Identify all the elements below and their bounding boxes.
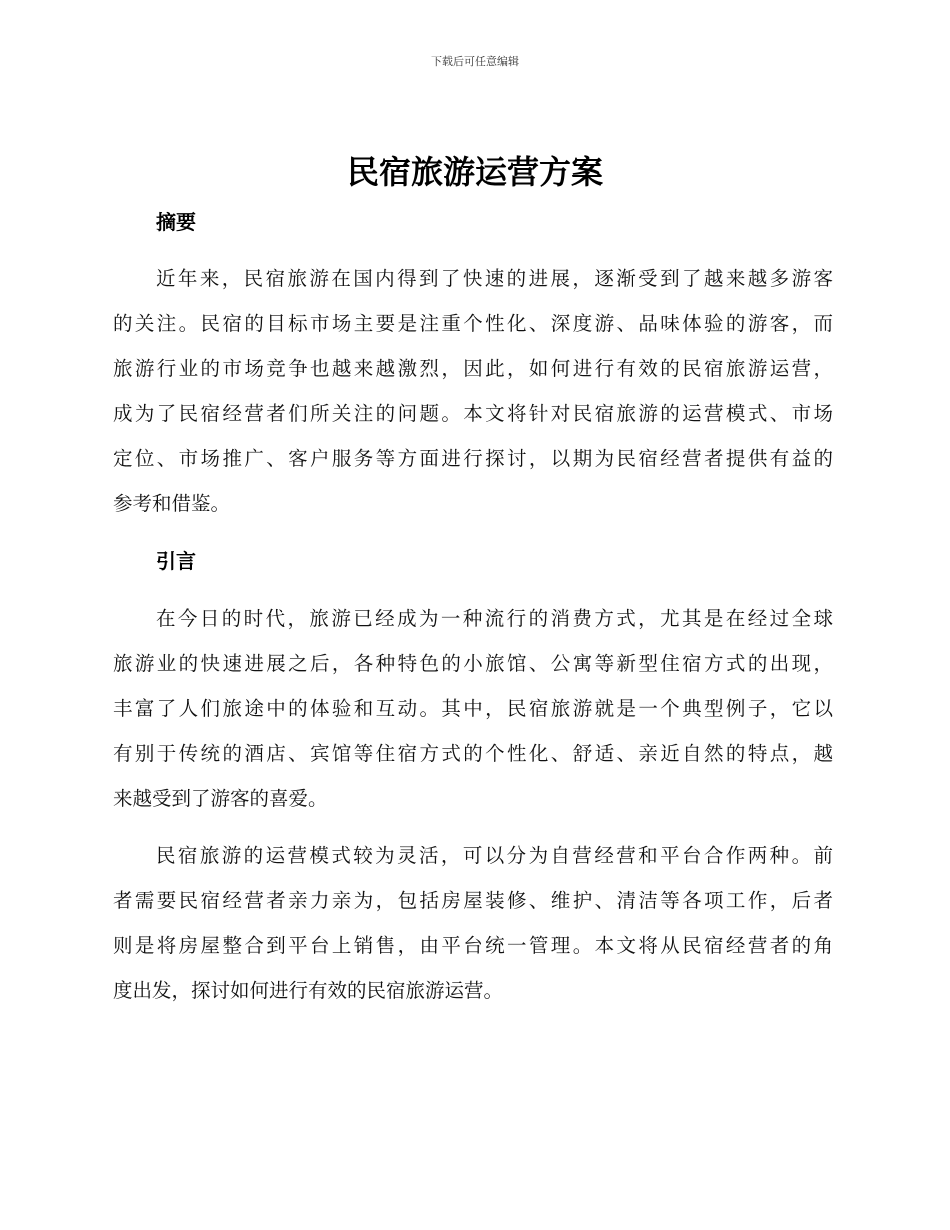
section-heading-introduction: 引言 bbox=[156, 549, 196, 573]
paragraph-line: 有别于传统的酒店、宾馆等住宿方式的个性化、舒适、亲近自然的特点，越 bbox=[113, 742, 833, 765]
paragraph-line: 参考和借鉴。 bbox=[113, 492, 231, 515]
paragraph-line: 者需要民宿经营者亲力亲为，包括房屋装修、维护、清洁等各项工作，后者 bbox=[113, 889, 833, 912]
paragraph-line: 则是将房屋整合到平台上销售，由平台统一管理。本文将从民宿经营者的角 bbox=[113, 934, 833, 957]
paragraph-line: 旅游业的快速进展之后，各种特色的小旅馆、公寓等新型住宿方式的出现， bbox=[113, 652, 833, 675]
introduction-paragraph-2 bbox=[113, 833, 833, 1013]
paragraph-line: 定位、市场推广、客户服务等方面进行探讨，以期为民宿经营者提供有益的 bbox=[113, 447, 833, 470]
introduction-paragraph-1 bbox=[113, 596, 833, 821]
document-title: 民宿旅游运营方案 bbox=[346, 153, 603, 191]
paragraph-line: 丰富了人们旅途中的体验和互动。其中，民宿旅游就是一个典型例子，它以 bbox=[113, 697, 833, 720]
section-heading-abstract: 摘要 bbox=[156, 210, 196, 234]
paragraph-line: 在今日的时代，旅游已经成为一种流行的消费方式，尤其是在经过全球 bbox=[156, 607, 833, 630]
paragraph-line: 民宿旅游的运营模式较为灵活，可以分为自营经营和平台合作两种。前 bbox=[156, 844, 833, 867]
paragraph-line: 的关注。民宿的目标市场主要是注重个性化、深度游、品味体验的游客，而 bbox=[113, 312, 833, 335]
paragraph-line: 来越受到了游客的喜爱。 bbox=[113, 787, 328, 810]
header-note: 下载后可任意编辑 bbox=[431, 55, 519, 68]
abstract-paragraph bbox=[113, 256, 833, 526]
paragraph-line: 旅游行业的市场竞争也越来越激烈，因此，如何进行有效的民宿旅游运营， bbox=[113, 357, 833, 380]
paragraph-line: 度出发，探讨如何进行有效的民宿旅游运营。 bbox=[113, 979, 504, 1002]
paragraph-line: 近年来，民宿旅游在国内得到了快速的进展，逐渐受到了越来越多游客 bbox=[156, 267, 833, 290]
paragraph-line: 成为了民宿经营者们所关注的问题。本文将针对民宿旅游的运营模式、市场 bbox=[113, 402, 833, 425]
